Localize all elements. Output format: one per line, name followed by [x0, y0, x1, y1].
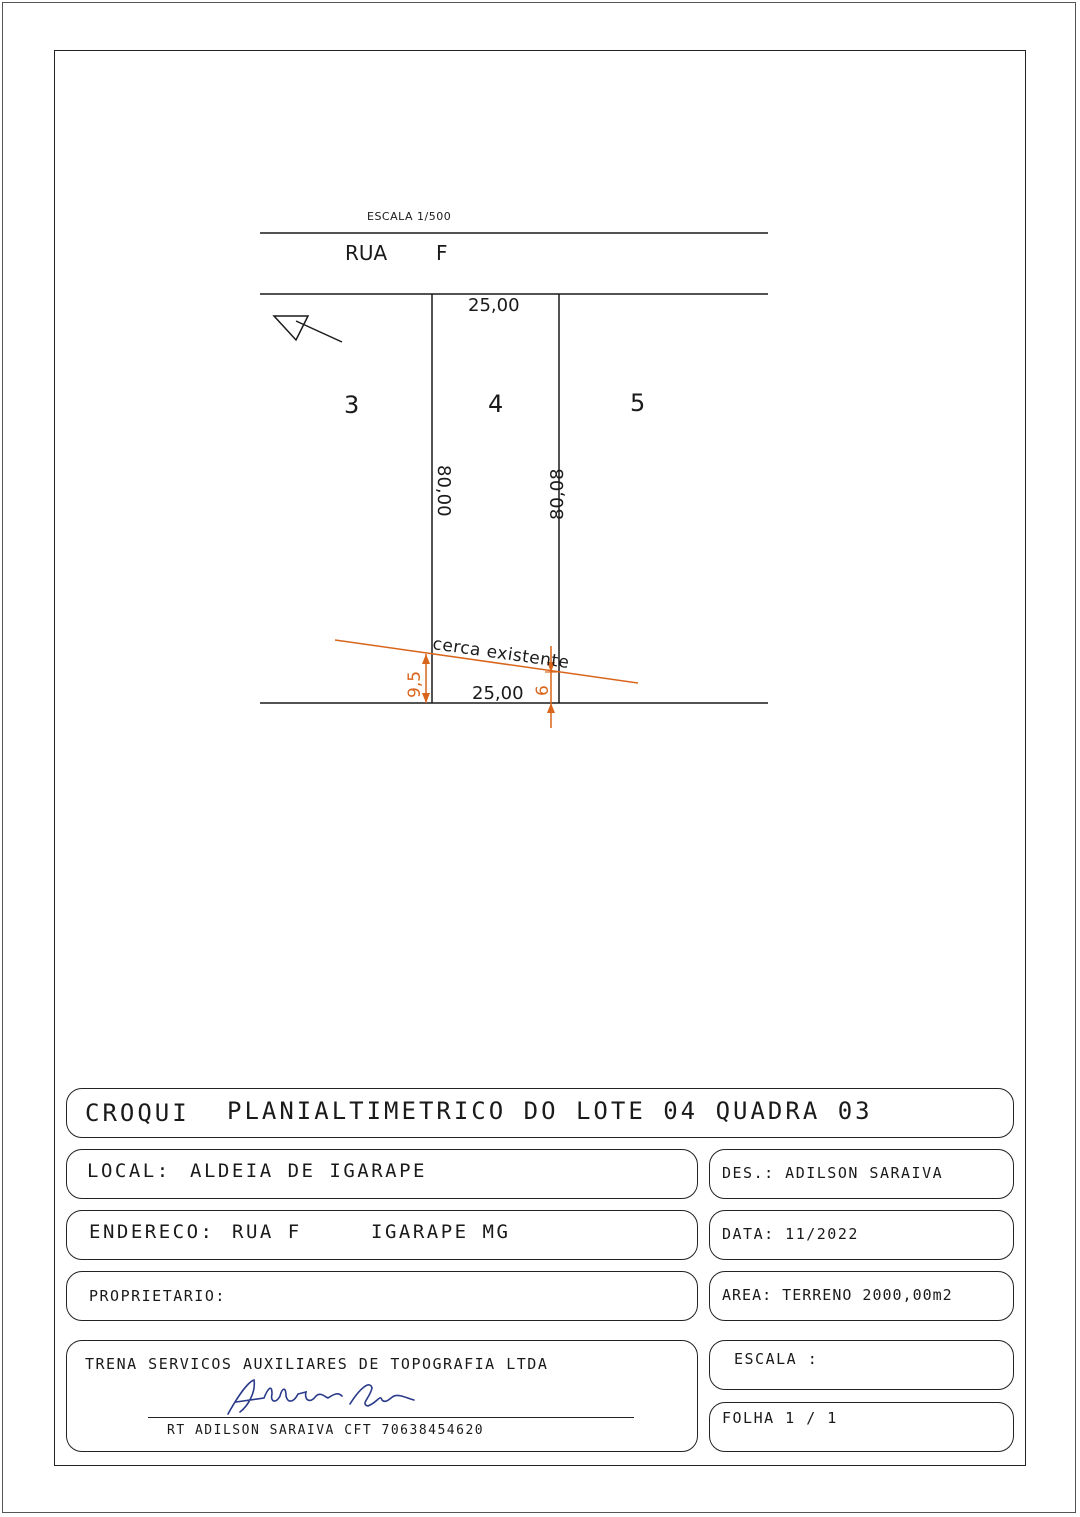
fence-offset-left-label: 9,5 [405, 670, 425, 698]
designer-value: DES.: ADILSON SARAIVA [722, 1164, 944, 1182]
street-name-label: RUA [345, 241, 388, 265]
title-box [66, 1088, 1014, 1138]
owner-label: PROPRIETARIO: [89, 1287, 226, 1305]
designer-box [709, 1149, 1014, 1199]
fence-offset-right-label: 6 [533, 685, 553, 696]
north-arrow-icon [274, 316, 342, 342]
lot-right-number: 5 [630, 389, 646, 417]
area-value: AREA: TERRENO 2000,00m2 [722, 1286, 953, 1304]
local-value: ALDEIA DE IGARAPE [190, 1160, 427, 1182]
address-box [66, 1210, 698, 1260]
signature-graphic [210, 1374, 430, 1420]
scale-box [709, 1340, 1014, 1390]
sheet-value: FOLHA 1 / 1 [722, 1409, 838, 1427]
local-box [66, 1149, 698, 1199]
title-prefix: CROQUI [85, 1099, 190, 1127]
signature-line [148, 1417, 634, 1418]
company-name: TRENA SERVICOS AUXILIARES DE TOPOGRAFIA LTDA [85, 1355, 549, 1373]
front-width-label: 25,00 [468, 295, 520, 316]
date-box [709, 1210, 1014, 1260]
date-value: DATA: 11/2022 [722, 1225, 859, 1243]
sheet-box [709, 1402, 1014, 1452]
signatory-label: RT ADILSON SARAIVA CFT 70638454620 [167, 1423, 485, 1438]
local-label: LOCAL: [87, 1160, 171, 1182]
address-label: ENDERECO: [89, 1221, 215, 1243]
fence-label: cerca existente [431, 634, 571, 674]
scale-value: ESCALA : [734, 1350, 819, 1368]
area-box [709, 1271, 1014, 1321]
address-street: RUA F [232, 1221, 302, 1243]
back-width-label: 25,00 [472, 683, 524, 704]
scale-label: ESCALA 1/500 [367, 210, 452, 223]
street-letter-label: F [436, 241, 448, 265]
left-depth-label: 80,00 [433, 465, 454, 517]
title-main: PLANIALTIMETRICO DO LOTE 04 QUADRA 03 [227, 1097, 873, 1125]
owner-box [66, 1271, 698, 1321]
lot-center-number: 4 [488, 390, 504, 418]
lot-left-number: 3 [344, 391, 360, 419]
address-city: IGARAPE MG [371, 1221, 511, 1243]
right-depth-label: 80,08 [547, 468, 568, 520]
